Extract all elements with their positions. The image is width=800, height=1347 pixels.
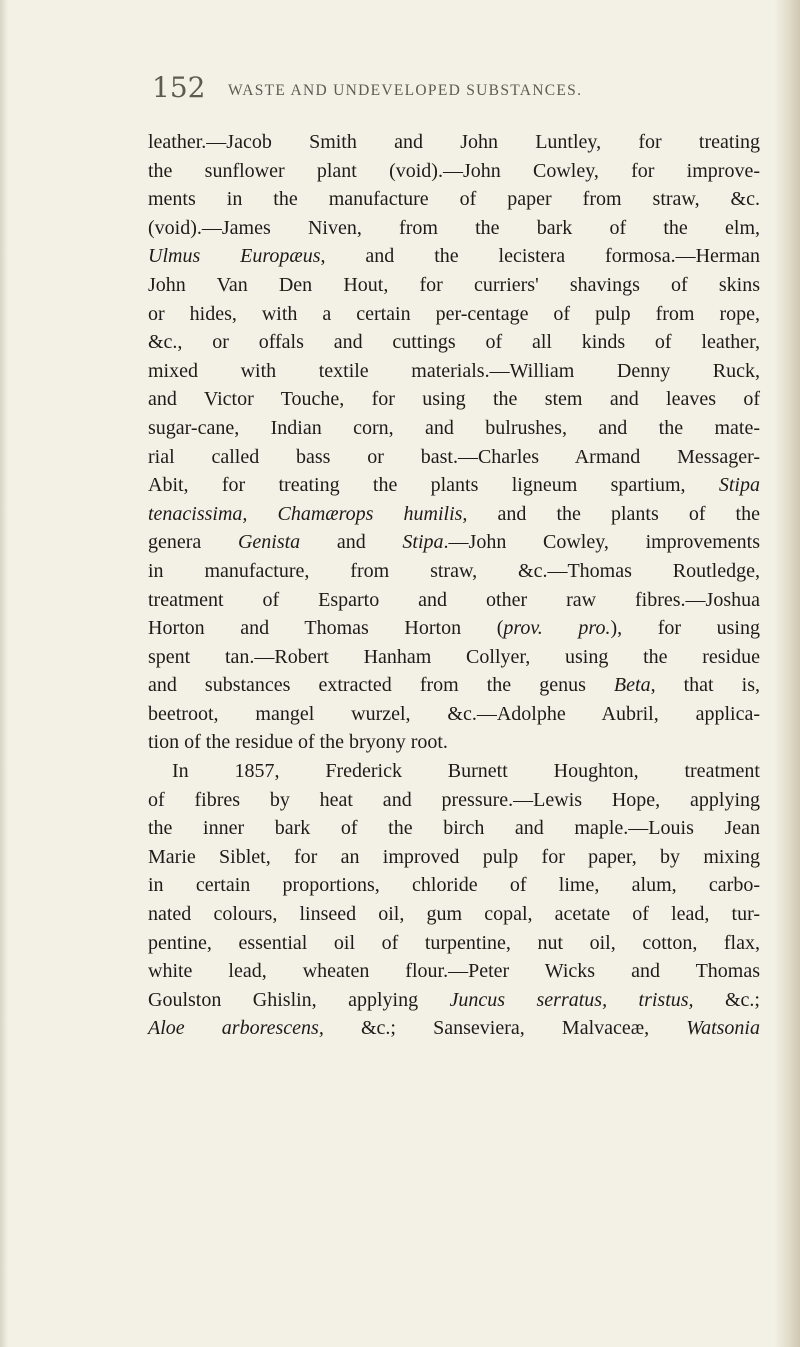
text-run-italic: tenacissima, Chamærops humilis, — [148, 502, 468, 525]
text-line — [148, 957, 760, 986]
text-run: spent tan.—Robert Hanham Collyer, using the residue — [148, 645, 760, 668]
text-line — [148, 528, 760, 557]
text-run-italic: Aloe arborescens, — [148, 1017, 324, 1040]
text-line — [148, 157, 760, 186]
text-line — [148, 471, 760, 500]
text-run: .—John Cowley, improvements — [443, 531, 760, 554]
text-run: &c.; — [693, 988, 760, 1011]
text-run: &c.; Sanseviera, Malvaceæ, — [323, 1017, 687, 1040]
text-run: mixed with textile materials.—William Denny Ruck, — [148, 359, 760, 382]
text-run: Abit, for treating the plants ligneum spartium, — [148, 474, 719, 497]
text-run: in certain proportions, chloride of lime, alum, carbo- — [148, 874, 760, 897]
text-run: or hides, with a certain per-centage of pulp from rope, — [148, 302, 760, 325]
text-run: genera — [148, 531, 238, 554]
text-line — [148, 443, 760, 472]
text-line — [148, 643, 760, 672]
text-run: of fibres by heat and pressure.—Lewis Hope, applying — [148, 788, 760, 811]
text-run: leather.—Jacob Smith and John Luntley, for treating — [148, 131, 760, 153]
text-run: ), for using — [610, 617, 760, 640]
text-line — [148, 185, 760, 214]
text-line — [148, 557, 760, 586]
text-line — [148, 300, 760, 329]
text-line — [148, 214, 760, 243]
text-run: the sunflower plant (void).—John Cowley, for improve- — [148, 159, 760, 182]
text-run: In 1857, Frederick Burnett Houghton, treatment — [172, 760, 760, 783]
text-line — [148, 671, 760, 700]
text-line — [148, 385, 760, 414]
page-number: 152 — [152, 71, 206, 104]
text-line — [148, 614, 760, 643]
text-run-italic: Genista — [237, 531, 301, 554]
text-line — [148, 786, 760, 815]
text-line — [148, 500, 760, 529]
text-line — [148, 843, 760, 872]
text-run: rial called bass or bast.—Charles Armand Messager- — [148, 445, 760, 468]
text-line — [148, 986, 760, 1015]
text-line — [148, 700, 760, 729]
text-line — [148, 128, 760, 157]
text-run-italic: Stipa — [402, 531, 444, 554]
text-run: in manufacture, from straw, &c.—Thomas Routledge, — [148, 559, 760, 582]
text-run: Goulston Ghislin, applying — [148, 988, 450, 1011]
text-line — [148, 328, 760, 357]
text-line — [148, 757, 760, 786]
text-run: ments in the manufacture of paper from straw, &c. — [148, 188, 760, 211]
text-line — [148, 814, 760, 843]
text-line — [148, 357, 760, 386]
text-run: and substances extracted from the genus — [148, 674, 614, 697]
text-run: (void).—James Niven, from the bark of the elm, — [148, 216, 760, 239]
text-run: and the plants of the — [467, 502, 760, 525]
text-run-italic: prov. pro. — [503, 617, 611, 640]
text-run-italic: Stipa — [718, 474, 760, 497]
text-run: nated colours, linseed oil, gum copal, acetate of lead, tur- — [148, 903, 760, 926]
page-edge-right — [774, 0, 800, 1347]
text-run: Marie Siblet, for an improved pulp for paper, by mixing — [148, 845, 760, 868]
text-run: and — [300, 531, 403, 554]
text-line — [148, 871, 760, 900]
text-line — [148, 414, 760, 443]
running-head: WASTE AND UNDEVELOPED SUBSTANCES. — [228, 82, 583, 99]
text-run: white lead, wheaten flour.—Peter Wicks and Thomas — [148, 960, 760, 983]
text-run: pentine, essential oil of turpentine, nut oil, cotton, flax, — [148, 931, 760, 954]
text-run-italic: Ulmus Europæus — [148, 245, 321, 268]
page-header — [152, 68, 752, 108]
text-run: tion of the residue of the bryony root. — [148, 731, 448, 754]
text-run: treatment of Esparto and other raw fibres.—Joshua — [148, 588, 760, 611]
text-run: beetroot, mangel wurzel, &c.—Adolphe Aubril, applica- — [148, 702, 760, 725]
text-run: , and the lecistera formosa.—Herman — [320, 245, 760, 268]
text-line — [148, 900, 760, 929]
text-line — [148, 929, 760, 958]
text-run-italic: Juncus serratus, tristus, — [449, 988, 694, 1011]
text-run-italic: Watsonia — [686, 1017, 760, 1040]
body-text — [148, 128, 760, 1043]
text-run: &c., or offals and cuttings of all kinds of leather, — [148, 331, 760, 354]
text-run: John Van Den Hout, for curriers' shavings of skins — [148, 273, 760, 296]
text-run: , that is, — [650, 674, 760, 697]
text-line — [148, 242, 760, 271]
text-line — [148, 271, 760, 300]
text-run: and Victor Touche, for using the stem and leaves of — [148, 388, 760, 411]
text-line — [148, 586, 760, 615]
text-run-italic: Beta — [613, 674, 651, 697]
text-line — [148, 728, 760, 757]
text-run: sugar-cane, Indian corn, and bulrushes, and the mate- — [148, 416, 760, 439]
text-line — [148, 1014, 760, 1043]
page-edge-left — [0, 0, 8, 1347]
text-run: Horton and Thomas Horton ( — [148, 617, 504, 640]
text-run: the inner bark of the birch and maple.—Louis Jean — [148, 817, 760, 840]
